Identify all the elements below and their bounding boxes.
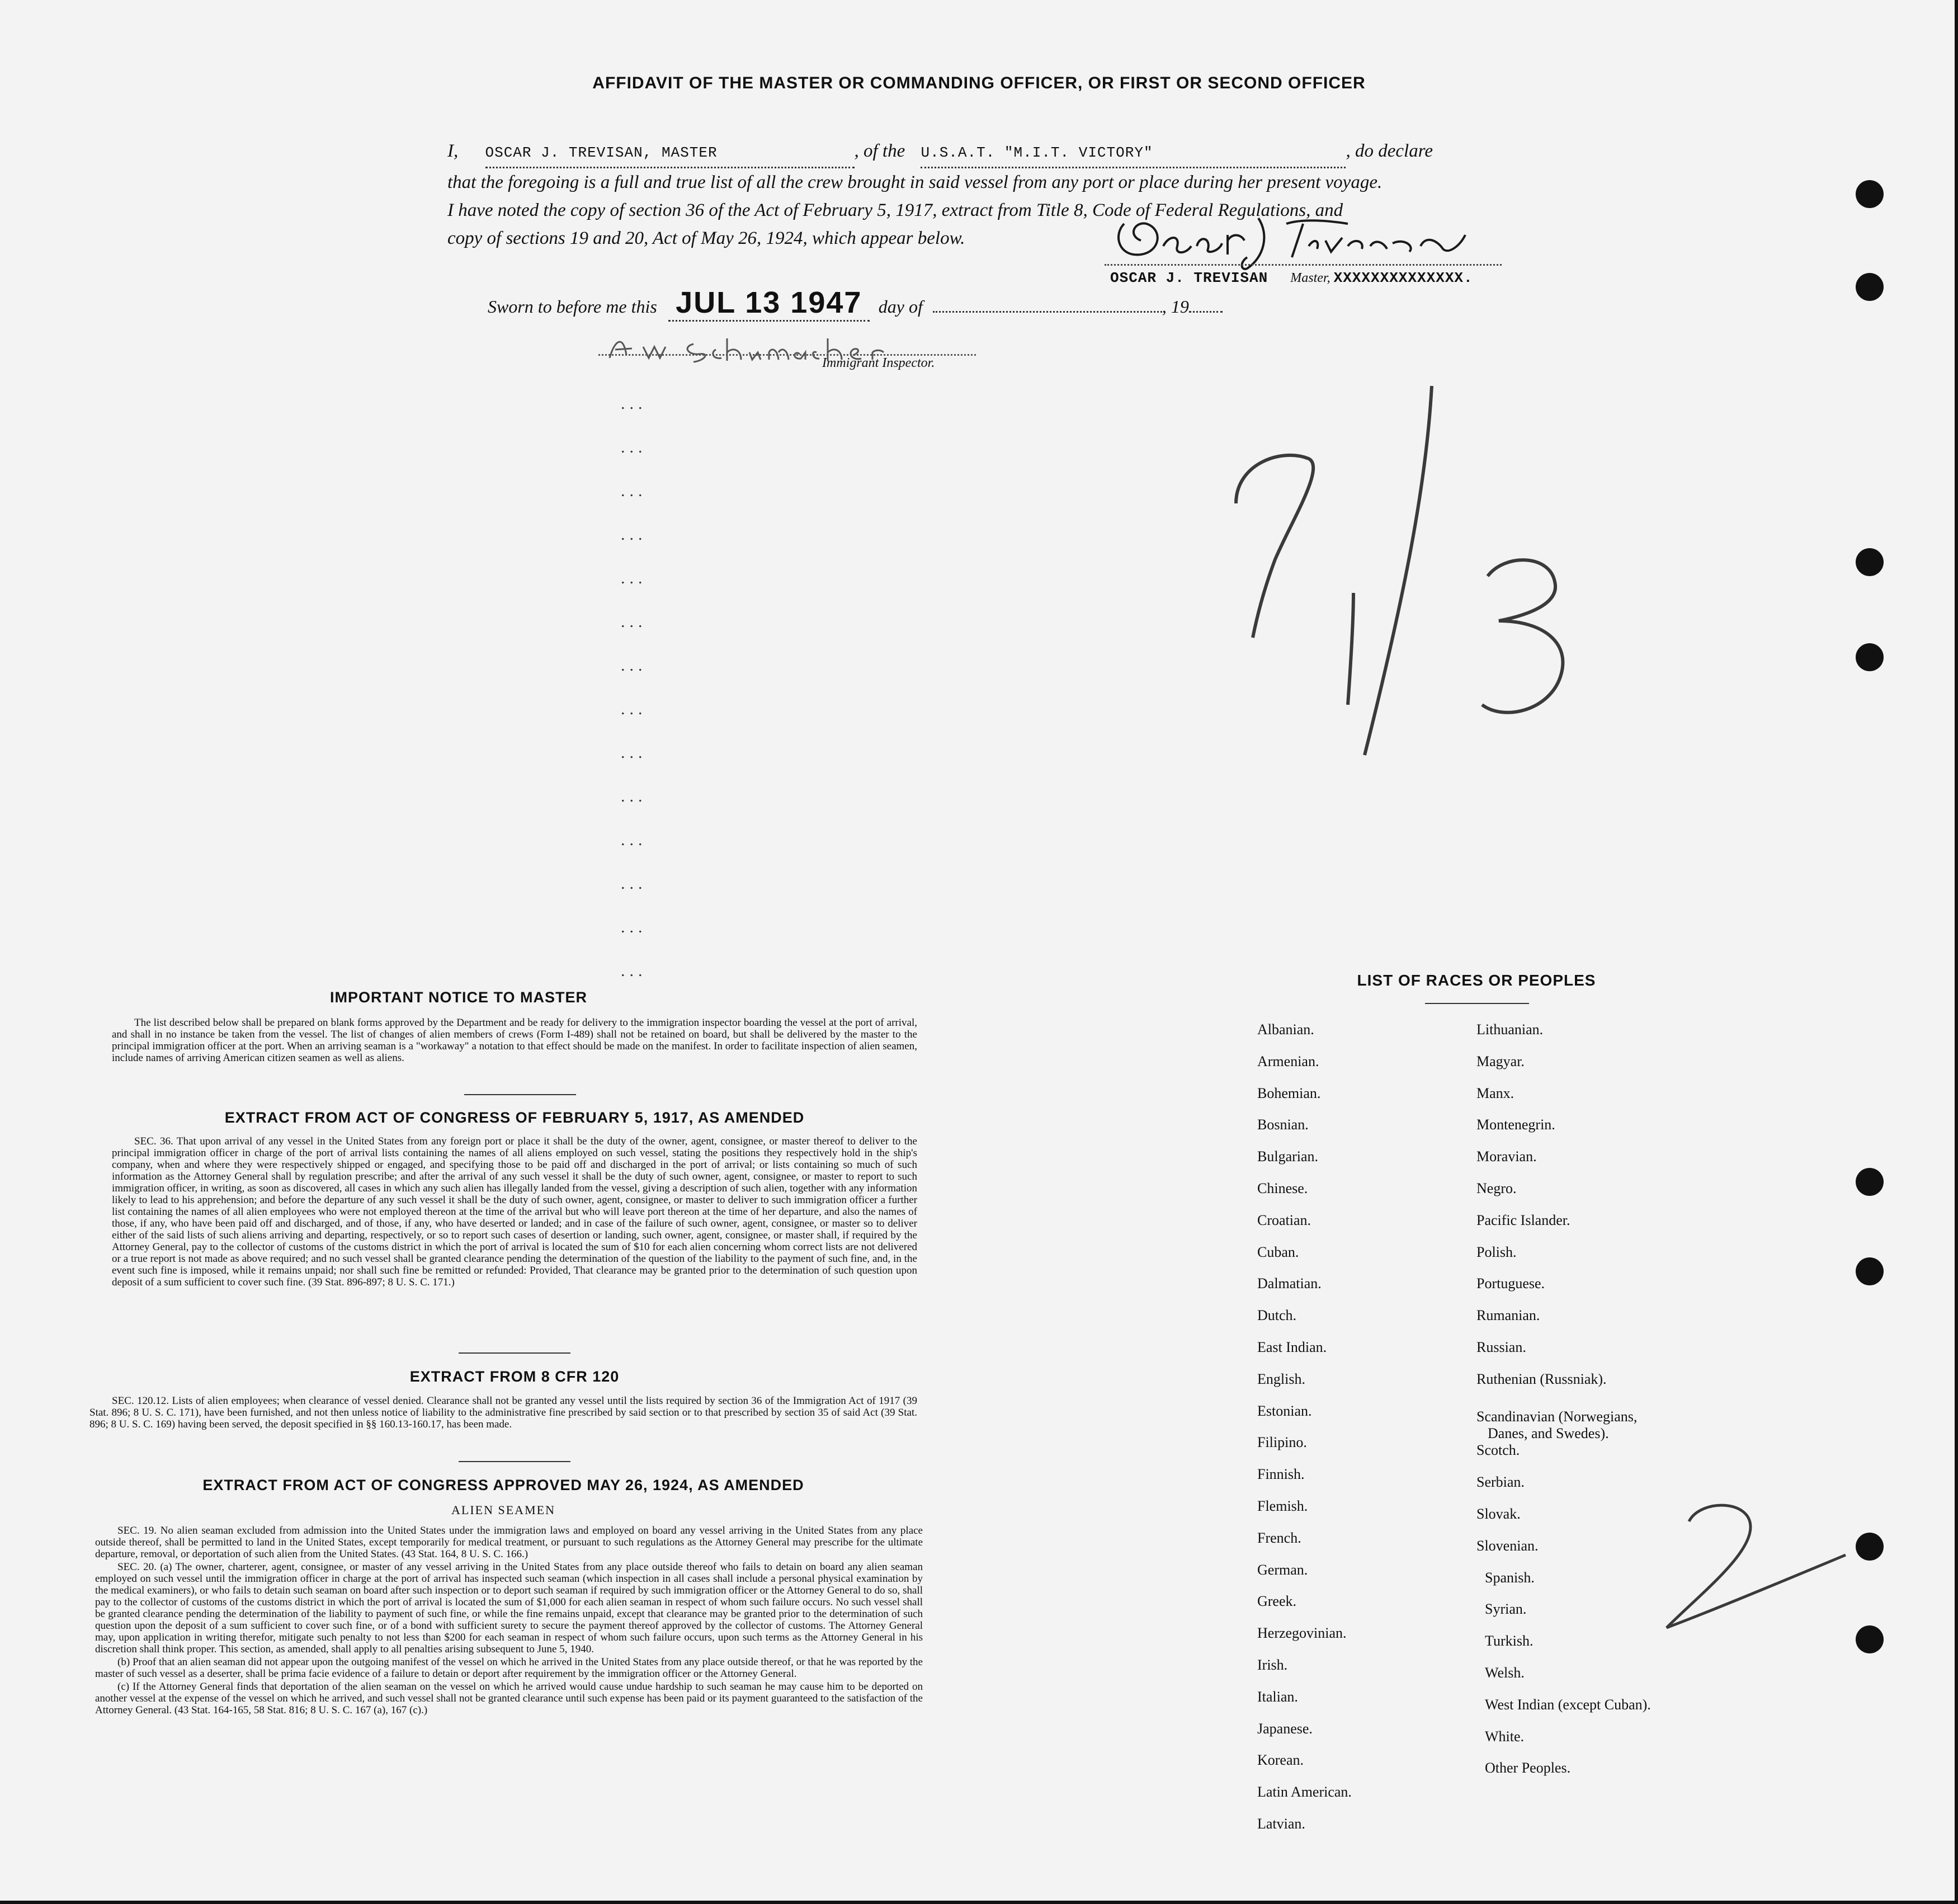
declaration-of-the: , of the	[854, 141, 905, 161]
race-item: Dalmatian.	[1257, 1275, 1322, 1292]
dot-leader-14: ...	[621, 962, 647, 980]
race-item: Pacific Islander.	[1476, 1212, 1570, 1228]
race-item: Latvian.	[1257, 1816, 1305, 1832]
notice-body: The list described below shall be prepared on blank forms approved by the Department and be ready for delivery to the immigration inspector boarding the vessel at the port of arrival, and shall in no instance be taken from the vessel. The list of changes of alien members of crews (Form I-489) shall not be retained on board, but shall be delivered by the master to the principal immigration officer at the port. When an arriving seaman is a "workaway" a notation to that effect should be made on the manifest. In order to facilitate inspection of alien seamen, include names of arriving American citizen seamen as well as aliens.	[112, 1017, 917, 1064]
declaration-do-declare: , do declare	[1346, 141, 1433, 161]
sworn-day-of: day of	[878, 296, 923, 317]
race-item: Russian.	[1476, 1339, 1526, 1355]
race-item: Ruthenian (Russniak).	[1476, 1371, 1607, 1387]
race-item: Lithuanian.	[1476, 1021, 1544, 1038]
typed-master-name: OSCAR J. TREVISAN	[1110, 270, 1268, 286]
race-item: Syrian.	[1485, 1601, 1527, 1617]
extract-1917-heading: EXTRACT FROM ACT OF CONGRESS OF FEBRUARY 5, 1917, AS AMENDED	[224, 1109, 805, 1126]
master-name-field: OSCAR J. TREVISAN, MASTER	[485, 139, 855, 168]
punch-hole	[1856, 548, 1884, 576]
race-item: Moravian.	[1476, 1148, 1537, 1165]
struck-out-title: XXXXXXXXXXXXXX.	[1333, 270, 1473, 286]
race-item: Montenegrin.	[1476, 1116, 1555, 1133]
race-item: Danes, and Swedes).	[1488, 1425, 1609, 1441]
handwritten-mark-2	[1655, 1488, 1857, 1639]
dot-leader-10: ...	[621, 787, 647, 805]
race-item: Bosnian.	[1257, 1116, 1309, 1133]
race-item: Manx.	[1476, 1085, 1514, 1101]
sworn-date-field	[668, 285, 870, 322]
extract-1924-sec20b: (b) Proof that an alien seaman did not appear upon the outgoing manifest of the vessel on which he arrived in the United States from any place outside thereof, or that he was reported by the master of such vessel as a deserter, shall be prima facie evidence of a failure to detain or deport after requirement by the immigration officer or the Attorney General.	[95, 1656, 923, 1680]
declaration-line-2: that the foregoing is a full and true list of all the crew brought in said vessel from any port or place during her present voyage.	[447, 172, 1383, 192]
dot-leader-4: ...	[621, 525, 647, 544]
race-item: Turkish.	[1485, 1633, 1534, 1649]
declaration-line-4: copy of sections 19 and 20, Act of May 26, 1924, which appear below.	[447, 228, 965, 248]
sworn-month-field	[933, 311, 1162, 313]
race-item: Scandinavian (Norwegians,	[1476, 1408, 1638, 1425]
race-item: Italian.	[1257, 1689, 1298, 1705]
inspector-label: Immigrant Inspector.	[822, 356, 935, 370]
punch-hole	[1856, 643, 1884, 671]
race-item: Estonian.	[1257, 1403, 1312, 1419]
punch-hole	[1856, 1257, 1884, 1285]
dot-leader-13: ...	[621, 918, 647, 936]
dot-leader-6: ...	[621, 612, 647, 631]
race-item: Polish.	[1476, 1244, 1517, 1260]
race-item: Serbian.	[1476, 1474, 1525, 1490]
sworn-line	[488, 285, 1223, 322]
dot-leader-1: ...	[621, 394, 647, 413]
race-item: Bulgarian.	[1257, 1148, 1319, 1165]
race-item: Bohemian.	[1257, 1085, 1321, 1101]
races-heading: LIST OF RACES OR PEOPLES	[1357, 972, 1596, 989]
race-item: East Indian.	[1257, 1339, 1327, 1355]
extract-cfr-body: SEC. 120.12. Lists of alien employees; when clearance of vessel denied. Clearance shall not be granted any vessel until the lists required by section 36 of the Immigration Act of 1917 (39 Stat. 896; 8 U. S. C. 171), have been furnished, and not then unless notice of liability to the administrative fine prescribed by said section or to that prescribed by section 35 of said Act (39 Stat. 896; 8 U. S. C. 169) having been served, the deposit specified in §§ 160.13-160.17, has been made.	[89, 1395, 917, 1430]
race-item: Chinese.	[1257, 1180, 1308, 1196]
race-item: Armenian.	[1257, 1053, 1319, 1069]
date-stamp: JUL 13 1947	[676, 286, 862, 319]
dot-leader-11: ...	[621, 831, 647, 849]
affidavit-title: AFFIDAVIT OF THE MASTER OR COMMANDING OFFICER, OR FIRST OR SECOND OFFICER	[592, 74, 1366, 92]
race-item: German.	[1257, 1562, 1308, 1578]
sworn-year: , 19	[1162, 296, 1189, 317]
punch-hole	[1856, 1533, 1884, 1561]
vessel-name-field: U.S.A.T. "M.I.T. VICTORY"	[921, 139, 1346, 168]
race-item: White.	[1485, 1728, 1525, 1745]
extract-1924-body	[95, 1525, 923, 1717]
race-item: West Indian (except Cuban).	[1485, 1696, 1651, 1713]
dot-leader-5: ...	[621, 569, 647, 587]
dot-leader-9: ...	[621, 743, 647, 762]
race-item: Flemish.	[1257, 1498, 1308, 1514]
race-item: French.	[1257, 1530, 1301, 1546]
extract-1924-sec20a: SEC. 20. (a) The owner, charterer, agent, consignee, or master of any vessel arriving in the United States from any place outside thereof who fails to detain on board any alien seaman employed on such vessel until the immigration officer in charge at the port of arrival has inspected such seaman (which inspection in all cases shall include a personal physical examination by the medical examiners), or who fails to detain such seaman on board after such inspection or to deport such seaman if required by such immigration officer or the Attorney General to do so, shall pay to the collector of customs of the customs district in which the port of arrival is located the sum of $1,000 for each alien seaman in respect of whom such failure occurs. No such vessel shall be granted clearance pending the determination of the liability to payment of such fine, or while the fine remains unpaid, except that clearance may be granted prior to the determination of such question upon the deposit of a sum sufficient to cover such fine, or of a bond with sufficient surety to secure the payment thereof approved by the collector of customs. The Attorney General may, upon application in writing therefor, mitigate such penalty to not less than $200 for each seaman in respect of whom such failure occurs, upon such terms as the Attorney General in his discretion shall think proper. This section, as amended, shall apply to all penalties arising subsequent to June 5, 1940.	[95, 1561, 923, 1655]
race-item: Greek.	[1257, 1593, 1297, 1609]
race-item: Cuban.	[1257, 1244, 1299, 1260]
master-signature	[1107, 201, 1510, 274]
extract-1917-body: SEC. 36. That upon arrival of any vessel in the United States from any foreign port or place it shall be the duty of the owner, agent, consignee, or master thereof to deliver to the principal immigration officer in charge of the port of arrival lists containing the names of all aliens employed on such vessel, stating the positions they respectively hold in the ship's company, when and where they were respectively shipped or engaged, and specifying those to be paid off and discharged in the port of arrival; or lists containing so much of such information as the Attorney General shall by regulation prescribe; and after the arrival of any such vessel it shall be the duty of such owner, agent, consignee, or master to report to such immigration officer, in writing, as soon as discovered, all cases in which any such alien has illegally landed from the vessel, giving a description of such alien, together with any information likely to lead to his apprehension; and before the departure of any such vessel it shall be the duty of such owner, agent, consignee, or master to deliver to such immigration officer a further list containing the names of all alien employees who were not employed thereon at the time of the arrival but who will leave port thereon at the time of her departure, and also the names of those, if any, who have been paid off and discharged, and of those, if any, who have deserted or landed; and in case of the failure of such owner, agent, consignee, or master so to deliver either of the said lists of such aliens arriving and departing, respectively, or so to report such cases of desertion or landing, such owner, agent, consignee, or master shall, if required by the Attorney General, pay to the collector of customs of the customs district in which the port of arrival is located the sum of $10 for each alien concerning whom correct lists are not delivered or a true report is not made as above required; and no such vessel shall be granted clearance pending the determination of the question of the liability to the payment of such fine, and, in the event such fine is imposed, while it remains unpaid; nor shall such fine be remitted or refunded: Provided, That clearance may be granted prior to the determination of such question upon deposit of a sum sufficient to cover such fine. (39 Stat. 896-897; 8 U. S. C. 171.)	[112, 1135, 917, 1288]
race-item: Negro.	[1476, 1180, 1517, 1196]
race-item: English.	[1257, 1371, 1305, 1387]
dot-leader-8: ...	[621, 700, 647, 718]
race-item: Herzegovinian.	[1257, 1625, 1347, 1641]
race-item: Irish.	[1257, 1657, 1288, 1673]
notice-heading: IMPORTANT NOTICE TO MASTER	[330, 989, 587, 1006]
race-item: Finnish.	[1257, 1466, 1305, 1482]
race-item: Portuguese.	[1476, 1275, 1545, 1292]
sworn-prefix: Sworn to before me this	[488, 296, 657, 317]
signature-caption	[1110, 270, 1473, 286]
handwritten-mark-7-13	[1214, 375, 1594, 777]
race-item: Dutch.	[1257, 1307, 1297, 1323]
race-item: Slovenian.	[1476, 1538, 1539, 1554]
punch-hole	[1856, 273, 1884, 301]
race-item: Rumanian.	[1476, 1307, 1540, 1323]
declaration-line-1	[447, 137, 1504, 168]
extract-1924-heading: EXTRACT FROM ACT OF CONGRESS APPROVED MAY 26, 1924, AS AMENDED	[202, 1477, 804, 1493]
race-item: Welsh.	[1485, 1665, 1525, 1681]
race-item: Latin American.	[1257, 1784, 1352, 1800]
signature-role: Master,	[1290, 271, 1331, 285]
extract-1924-sec19: SEC. 19. No alien seaman excluded from admission into the United States under the immigration laws and employed on board any vessel arriving in the United States from any place outside thereof, shall be permitted to land in the United States, except temporarily for medical treatment, or pursuant to such regulations as the Attorney General may prescribe for the ultimate departure, removal, or deportation of such alien from the United States. (43 Stat. 164, 8 U. S. C. 166.)	[95, 1525, 923, 1560]
declaration-line-3: I have noted the copy of section 36 of the Act of February 5, 1917, extract from Title 8, Code of Federal Regulations, and	[447, 200, 1343, 220]
divider-1	[464, 1094, 576, 1095]
race-item: Filipino.	[1257, 1434, 1307, 1450]
race-item: Korean.	[1257, 1752, 1304, 1768]
scan-border-right	[1955, 0, 1958, 1904]
race-item: Croatian.	[1257, 1212, 1311, 1228]
dot-leader-12: ...	[621, 874, 647, 893]
dot-leader-7: ...	[621, 656, 647, 675]
race-item: Scotch.	[1476, 1442, 1520, 1458]
race-item: Spanish.	[1485, 1570, 1535, 1586]
extract-1924-sec20c: (c) If the Attorney General finds that deportation of the alien seaman on the vessel on which he arrived would cause undue hardship to such seaman he may cause him to be deported on another vessel at the expense of the vessel on which he arrived, and such vessel shall not be granted clearance until such expense has been paid or its payment guaranteed to the satisfaction of the Attorney General. (43 Stat. 164-165, 58 Stat. 816; 8 U. S. C. 167 (a), 167 (c).)	[95, 1681, 923, 1716]
divider-2	[459, 1352, 570, 1354]
race-item: Other Peoples.	[1485, 1760, 1571, 1776]
declaration-i: I,	[447, 141, 459, 161]
divider-3	[459, 1461, 570, 1462]
alien-seamen-subheading: ALIEN SEAMEN	[451, 1503, 555, 1517]
dot-leader-2: ...	[621, 438, 647, 456]
punch-hole	[1856, 180, 1884, 208]
signature-line	[1105, 264, 1502, 267]
races-divider	[1425, 1003, 1529, 1004]
race-item: Albanian.	[1257, 1021, 1314, 1038]
scan-border-bottom	[0, 1901, 1958, 1904]
race-item: Magyar.	[1476, 1053, 1525, 1069]
punch-hole	[1856, 1168, 1884, 1196]
sworn-year-field	[1189, 311, 1223, 313]
dot-leader-3: ...	[621, 482, 647, 500]
punch-hole	[1856, 1625, 1884, 1653]
extract-cfr-heading: EXTRACT FROM 8 CFR 120	[409, 1368, 620, 1385]
race-item: Japanese.	[1257, 1721, 1313, 1737]
race-item: Slovak.	[1476, 1506, 1521, 1522]
